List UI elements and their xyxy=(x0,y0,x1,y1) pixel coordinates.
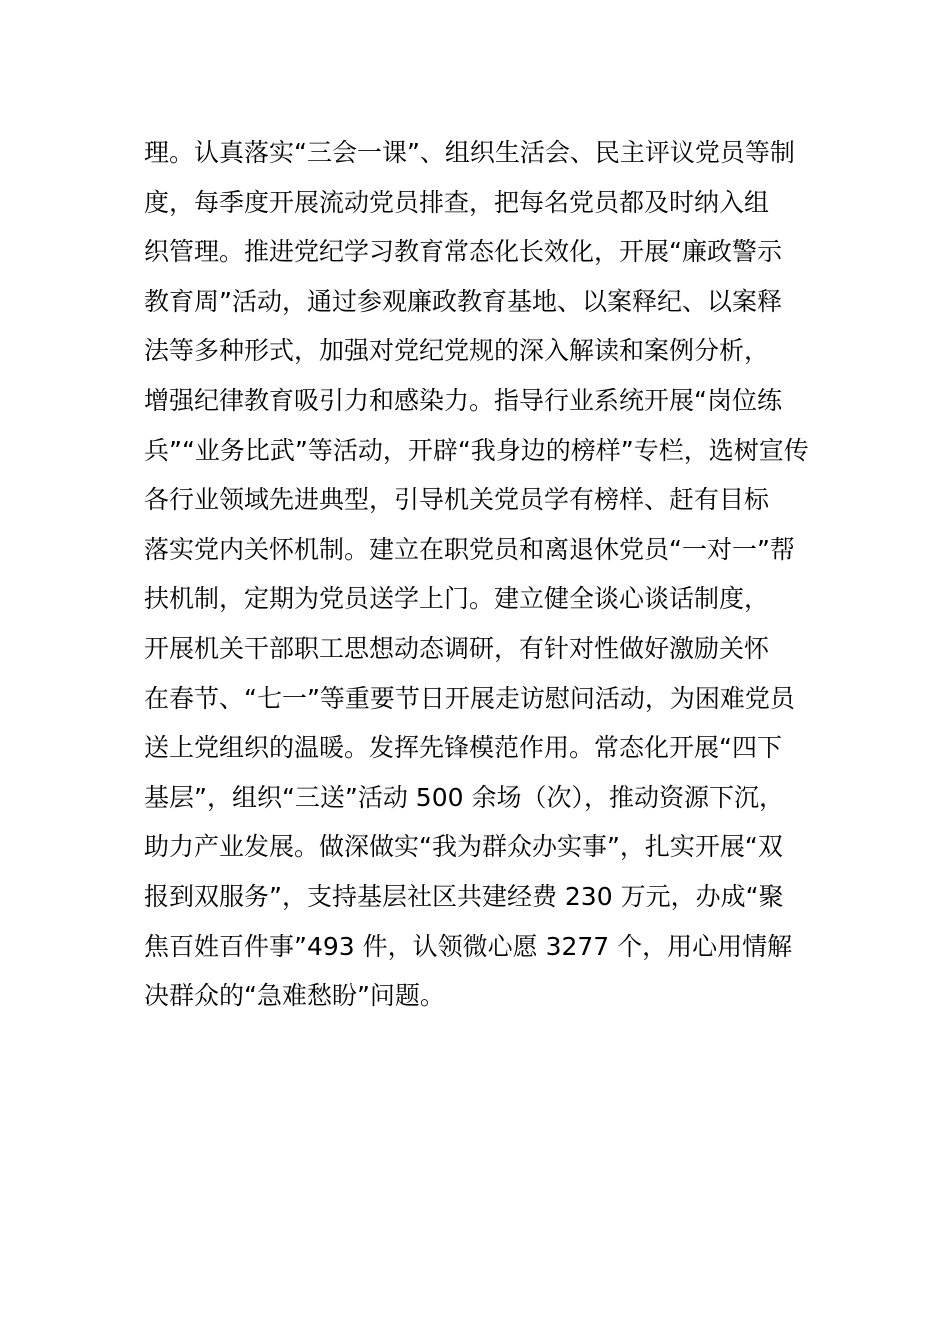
text-line-10: 扶机制，定期为党员送学上门。建立健全谈心谈话制度， xyxy=(144,584,770,614)
text-line-5: 法等多种形式，加强对党纪党规的深入解读和案例分析， xyxy=(144,336,770,366)
text-line-16: 报到双服务”，支持基层社区共建经费 230 万元，办成“聚 xyxy=(144,881,784,911)
text-line-1: 理。认真落实“三会一课”、组织生活会、民主评议党员等制 xyxy=(144,138,795,167)
text-line-2: 度，每季度开展流动党员排查，把每名党员都及时纳入组 xyxy=(144,187,770,217)
text-line-14: 基层”，组织“三送”活动 500 余场（次），推动资源下沉， xyxy=(144,782,784,812)
text-line-9: 落实党内关怀机制。建立在职党员和离退休党员“一对一”帮 xyxy=(144,534,795,564)
text-line-8: 各行业领域先进典型，引导机关党员学有榜样、赶有目标 xyxy=(144,485,770,515)
text-line-15: 助力产业发展。做深做实“我为群众办实事”，扎实开展“双 xyxy=(144,832,783,862)
text-line-7: 兵”“业务比武”等活动，开辟“我身边的榜样”专栏，选树宣传 xyxy=(144,435,809,465)
body-paragraph xyxy=(144,128,824,1021)
text-line-13: 送上党组织的温暖。发挥先锋模范作用。常态化开展“四下 xyxy=(144,733,782,763)
text-line-17: 焦百姓百件事”493 件，认领微心愿 3277 个，用心用情解 xyxy=(144,931,793,961)
text-line-3: 织管理。推进党纪学习教育常态化长效化，开展“廉政警示 xyxy=(144,237,782,267)
text-line-4: 教育周”活动，通过参观廉政教育基地、以案释纪、以案释 xyxy=(144,286,782,316)
text-line-11: 开展机关干部职工思想动态调研，有针对性做好激励关怀 xyxy=(144,633,770,663)
text-line-12: 在春节、“七一”等重要节日开展走访慰问活动，为困难党员 xyxy=(144,683,795,713)
text-line-18: 决群众的“急难愁盼”问题。 xyxy=(144,981,445,1011)
text-line-6: 增强纪律教育吸引力和感染力。指导行业系统开展“岗位练 xyxy=(144,385,782,415)
